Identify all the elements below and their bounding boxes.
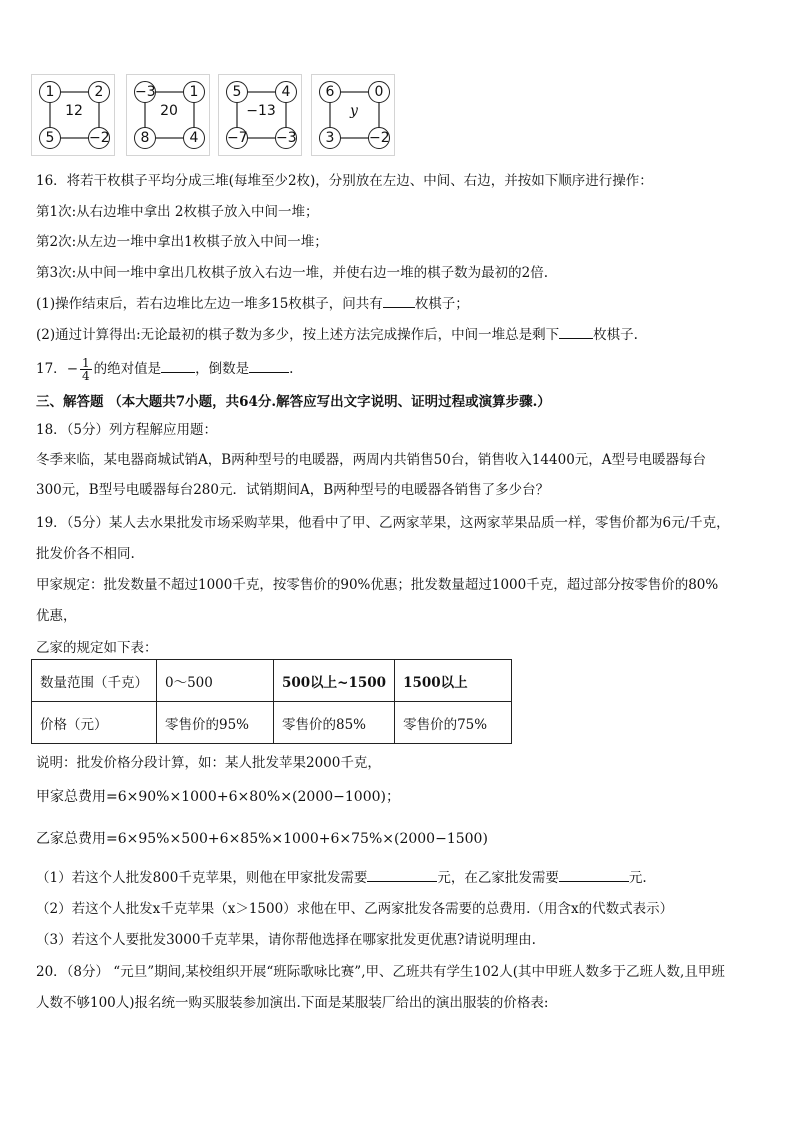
- q19-answer-blank-1[interactable]: [367, 867, 437, 882]
- q19-line1: 19．（5分）某人去水果批发市场采购苹果，他看中了甲、乙两家苹果，这两家苹果品质一样，零售价都为6元/千克，: [36, 515, 730, 531]
- number-puzzle-figures: [31, 74, 391, 156]
- q17-number: 17．: [36, 361, 67, 377]
- puzzle-corner-number: 1: [183, 81, 205, 103]
- table-cell: 0～500: [157, 660, 274, 702]
- q16-intro: 16．将若干枚棋子平均分成三堆(每堆至少2枚)，分别放在左边、中间、右边，并按如下顺序进行操作：: [36, 173, 653, 189]
- q19-line2: 批发价各不相同.: [36, 546, 135, 562]
- q18-heading: 18．（5分）列方程解应用题：: [36, 422, 218, 438]
- q19-line3: 甲家规定：批发数量不超过1000千克，按零售价的90%优惠；批发数量超过1000千克，超过部分按零售价的80%: [36, 577, 719, 593]
- q19-line5: 乙家的规定如下表：: [36, 640, 158, 656]
- puzzle-center-number: 20: [160, 103, 178, 119]
- puzzle-corner-number: 6: [319, 81, 341, 103]
- q18-line1: 冬季来临，某电器商城试销A，B两种型号的电暖器，两周内共销售50台，销售收入14400元，A型号电暖器每台: [36, 452, 707, 468]
- q17-fraction-denominator: 4: [82, 369, 90, 383]
- q16-answer-blank-1[interactable]: [383, 293, 415, 308]
- table-cell: 1500以上: [395, 660, 512, 702]
- q19-formula-jia: 甲家总费用=6×90%×1000+6×80%×(2000−1000)；: [36, 789, 400, 805]
- puzzle-corner-number: 3: [319, 127, 341, 149]
- section-3-heading: 三、解答题 （本大题共7小题，共64分.解答应写出文字说明、证明过程或演算步骤.）: [36, 394, 551, 410]
- puzzle-corner-number: −2: [368, 127, 390, 149]
- q18-line2: 300元，B型号电暖器每台280元．试销期间A，B两种型号的电暖器各销售了多少台？: [36, 482, 550, 498]
- q16-step2: 第2次:从左边一堆中拿出1枚棋子放入中间一堆；: [36, 234, 328, 250]
- q17-text-c: .: [289, 361, 294, 377]
- puzzle-corner-number: −3: [134, 81, 156, 103]
- puzzle-figure: [31, 74, 115, 156]
- table-row: [32, 660, 512, 702]
- q17-fraction-numerator: 1: [82, 356, 90, 370]
- q17-answer-blank-1[interactable]: [161, 350, 195, 373]
- q19-price-table: [31, 659, 512, 744]
- table-row: [32, 702, 512, 744]
- q16-part2-text-b: 枚棋子.: [593, 327, 638, 343]
- q17-fraction: [80, 357, 92, 382]
- q19-sub1: [36, 866, 647, 886]
- puzzle-corner-number: −2: [88, 127, 110, 149]
- q19-sub2: （2）若这个人批发x千克苹果（x＞1500）求他在甲、乙两家批发各需要的总费用.（用含x的代数式表示）: [36, 901, 674, 917]
- puzzle-corner-number: 1: [39, 81, 61, 103]
- table-cell: 数量范围（千克）: [32, 660, 157, 702]
- puzzle-figure: [126, 74, 210, 156]
- q19-formula-yi: 乙家总费用=6×95%×500+6×85%×1000+6×75%×(2000−1500): [36, 831, 488, 847]
- puzzle-corner-number: 2: [88, 81, 110, 103]
- q19-note: 说明：批发价格分段计算，如：某人批发苹果2000千克，: [36, 755, 381, 771]
- puzzle-center-number: −13: [246, 103, 276, 119]
- table-cell: 零售价的95%: [157, 702, 274, 744]
- q19-sub1-text-a: （1）若这个人批发800千克苹果，则他在甲家批发需要: [36, 870, 368, 886]
- q19-line4: 优惠，: [36, 608, 77, 624]
- q17-sign: −: [66, 361, 78, 377]
- q16-step1: 第1次:从右边堆中拿出 2枚棋子放入中间一堆；: [36, 204, 319, 220]
- q17-answer-blank-2[interactable]: [249, 350, 289, 373]
- q16-answer-blank-2[interactable]: [559, 324, 593, 339]
- puzzle-corner-number: −3: [275, 127, 297, 149]
- puzzle-corner-number: 5: [39, 127, 61, 149]
- q19-sub1-text-b: 元，在乙家批发需要: [437, 870, 559, 886]
- q17: [36, 350, 293, 384]
- puzzle-corner-number: 0: [368, 81, 390, 103]
- q20-line2: 人数不够100人)报名统一购买服装参加演出.下面是某服装厂给出的演出服装的价格表:: [36, 995, 549, 1011]
- q16-part2: [36, 323, 638, 343]
- q19-sub3: （3）若这个人要批发3000千克苹果，请你帮他选择在哪家批发更优惠?请说明理由.: [36, 932, 536, 948]
- puzzle-figure: [218, 74, 302, 156]
- q16-part1-text-a: (1)操作结束后，若右边堆比左边一堆多15枚棋子，问共有: [36, 296, 383, 312]
- puzzle-corner-number: 5: [226, 81, 248, 103]
- q16-step3: 第3次:从中间一堆中拿出几枚棋子放入右边一堆，并使右边一堆的棋子数为最初的2倍.: [36, 265, 549, 281]
- table-cell: 500以上~1500: [274, 660, 395, 702]
- table-cell: 零售价的75%: [395, 702, 512, 744]
- puzzle-corner-number: 4: [275, 81, 297, 103]
- puzzle-center-number: y: [350, 103, 358, 119]
- table-cell: 价格（元）: [32, 702, 157, 744]
- q20-line1: 20．（8分） “元旦”期间,某校组织开展“班际歌咏比赛”,甲、乙班共有学生102人(其中甲班人数多于乙班人数,且甲班: [36, 964, 725, 980]
- q16-part2-text-a: (2)通过计算得出:无论最初的棋子数为多少，按上述方法完成操作后，中间一堆总是剩下: [36, 327, 560, 343]
- puzzle-corner-number: −7: [226, 127, 248, 149]
- q17-text-a: 的绝对值是: [93, 361, 162, 377]
- q17-text-b: ，倒数是: [195, 361, 250, 377]
- q16-part1-text-b: 枚棋子；: [414, 296, 469, 312]
- puzzle-center-number: 12: [65, 103, 83, 119]
- puzzle-corner-number: 4: [183, 127, 205, 149]
- puzzle-figure: [311, 74, 395, 156]
- puzzle-corner-number: 8: [134, 127, 156, 149]
- q19-sub1-text-c: 元.: [628, 870, 647, 886]
- q19-answer-blank-2[interactable]: [559, 867, 629, 882]
- q16-part1: [36, 292, 469, 312]
- table-cell: 零售价的85%: [274, 702, 395, 744]
